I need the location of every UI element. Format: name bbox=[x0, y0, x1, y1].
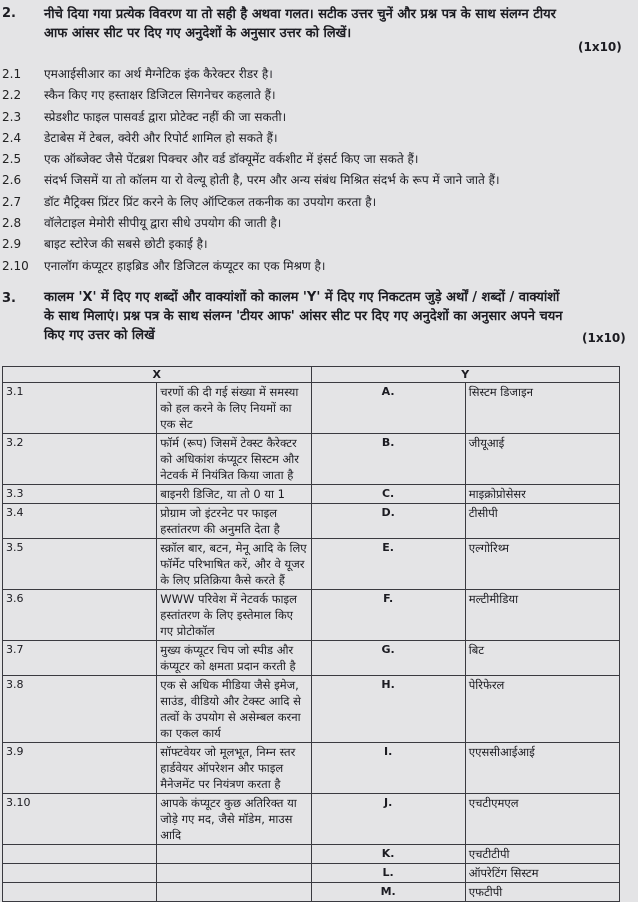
q2-marks: (1x10) bbox=[578, 40, 622, 54]
column-y-letter: G. bbox=[311, 641, 465, 676]
statement-item bbox=[0, 192, 638, 213]
statement-text: संदर्भ जिसमें या तो कॉलम या रो वेल्यू होती है, परम और अन्य संबंध मिश्रित संदर्भ के रूप में जाने जाते हैं। bbox=[44, 173, 500, 188]
q3-heading-line2: के साथ मिलाएं। प्रश्न पत्र के साथ संलग्न 'टीयर आफ' आंसर सीट पर दिए गए अनुदेशों का अनुसार अपने चयन bbox=[44, 309, 563, 324]
table-row bbox=[3, 485, 620, 504]
column-x-text bbox=[157, 864, 311, 883]
column-y-text: ऑपरेटिंग सिस्टम bbox=[465, 864, 619, 883]
statement-text: वॉलेटाइल मेमोरी सीपीयू द्वारा सीधे उपयोग की जाती है। bbox=[44, 216, 282, 231]
q2-heading bbox=[44, 5, 634, 43]
row-number: 3.6 bbox=[3, 590, 157, 641]
column-y-header: Y bbox=[311, 367, 620, 383]
statement-text: डॉट मैट्रिक्स प्रिंटर प्रिंट करने के लिए ऑप्टिकल तकनीक का उपयोग करता है। bbox=[44, 194, 377, 209]
statement-item bbox=[0, 107, 638, 128]
table-row bbox=[3, 383, 620, 434]
column-y-letter: I. bbox=[311, 743, 465, 794]
q3-marks: (1x10) bbox=[582, 331, 626, 345]
statement-item bbox=[0, 170, 638, 191]
row-number: 3.3 bbox=[3, 485, 157, 504]
statement-text: एक ऑब्जेक्ट जैसे पेंटब्रश पिक्चर और वर्ड डॉक्यूमेंट वर्कशीट में इंसर्ट किए जा सकते हैं। bbox=[44, 152, 419, 167]
statement-item bbox=[0, 64, 638, 85]
table-row bbox=[3, 845, 620, 864]
table-row bbox=[3, 676, 620, 743]
column-y-text: एचटीएमएल bbox=[465, 794, 619, 845]
column-y-text: सिस्टम डिजाइन bbox=[465, 383, 619, 434]
statement-item bbox=[0, 213, 638, 234]
statement-item bbox=[0, 128, 638, 149]
table-header-row bbox=[3, 367, 620, 383]
column-x-text bbox=[157, 883, 311, 902]
column-y-text: पेरिफेरल bbox=[465, 676, 619, 743]
row-number: 3.5 bbox=[3, 539, 157, 590]
column-y-letter: A. bbox=[311, 383, 465, 434]
column-x-text: फॉर्म (रूप) जिसमें टेक्स्ट कैरेक्टर को अधिकांश कंप्यूटर सिस्टम और नेटवर्क में नियंत्रित किया जाता है bbox=[157, 434, 311, 485]
statement-item bbox=[0, 234, 638, 255]
statement-item bbox=[0, 85, 638, 106]
column-y-text: एल्गोरिथ्म bbox=[465, 539, 619, 590]
statement-text: डेटाबेस में टेबल, क्वेरी और रिपोर्ट शामिल हो सकते हैं। bbox=[44, 130, 278, 145]
column-y-text: एएससीआईआई bbox=[465, 743, 619, 794]
statement-text: स्कैन किए गए हस्ताक्षर डिजिटल सिगनेचर कहलाते हैं। bbox=[44, 88, 276, 103]
column-y-letter: D. bbox=[311, 504, 465, 539]
column-x-header: X bbox=[3, 367, 312, 383]
table-row bbox=[3, 590, 620, 641]
column-y-letter: L. bbox=[311, 864, 465, 883]
column-y-text: जीयूआई bbox=[465, 434, 619, 485]
column-x-text: आपके कंप्यूटर कुछ अतिरिक्त या जोड़े गए मद, जैसे मॉडेम, माउस आदि bbox=[157, 794, 311, 845]
column-x-text: मुख्य कंप्यूटर चिप जो स्पीड और कंप्यूटर को क्षमता प्रदान करती है bbox=[157, 641, 311, 676]
table-row bbox=[3, 641, 620, 676]
statement-text: स्प्रेडशीट फाइल पासवर्ड द्वारा प्रोटेक्ट नहीं की जा सकती। bbox=[44, 109, 287, 124]
statement-item bbox=[0, 149, 638, 170]
column-y-text: एचटीटीपी bbox=[465, 845, 619, 864]
column-x-text: स्क्रॉल बार, बटन, मेनू आदि के लिए फॉर्मेट परिभाषित करें, और वे यूजर के लिए प्रतिक्रिया कैसे करते हैं bbox=[157, 539, 311, 590]
column-x-text: बाइनरी डिजिट, या तो 0 या 1 bbox=[157, 485, 311, 504]
column-y-letter: M. bbox=[311, 883, 465, 902]
statement-text: एनालॉग कंप्यूटर हाइब्रिड और डिजिटल कंप्यूटर का एक मिश्रण है। bbox=[44, 258, 326, 273]
q2-heading-line1: नीचे दिया गया प्रत्येक विवरण या तो सही है अथवा गलत। सटीक उत्तर चुनें और प्रश्न पत्र के साथ संलग्न टीयर bbox=[44, 7, 556, 22]
column-y-letter: C. bbox=[311, 485, 465, 504]
column-y-letter: H. bbox=[311, 676, 465, 743]
statement-item bbox=[0, 256, 638, 277]
table-row bbox=[3, 864, 620, 883]
column-x-text: एक से अधिक मीडिया जैसे इमेज, साउंड, वीडियो और टेक्स्ट आदि से तत्वों के उपयोग से असेम्बल करना का एकल कार्य bbox=[157, 676, 311, 743]
column-y-letter: B. bbox=[311, 434, 465, 485]
statement-number: 2.6 bbox=[2, 173, 22, 188]
statement-number: 2.3 bbox=[2, 109, 22, 124]
column-y-letter: E. bbox=[311, 539, 465, 590]
statement-number: 2.9 bbox=[2, 237, 22, 252]
row-number: 3.4 bbox=[3, 504, 157, 539]
column-y-letter: K. bbox=[311, 845, 465, 864]
matching-table-body bbox=[3, 383, 620, 902]
q3-heading-line3: किए गए उत्तर को लिखें bbox=[44, 328, 155, 343]
statement-number: 2.5 bbox=[2, 152, 22, 167]
q2-heading-line2: आफ आंसर सीट पर दिए गए अनुदेशों के अनुसार उत्तर को लिखें। bbox=[44, 26, 352, 41]
statement-number: 2.7 bbox=[2, 194, 22, 209]
table-row bbox=[3, 539, 620, 590]
column-y-letter: J. bbox=[311, 794, 465, 845]
q3-heading bbox=[44, 288, 634, 345]
q3-heading-line1: कालम 'X' में दिए गए शब्दों और वाक्यांशों को कालम 'Y' में दिए गए निकटतम जुड़े अर्थों / शब्दों / वाक्यांशों bbox=[44, 290, 560, 305]
column-x-text bbox=[157, 845, 311, 864]
row-number: 3.10 bbox=[3, 794, 157, 845]
row-number bbox=[3, 845, 157, 864]
table-row bbox=[3, 504, 620, 539]
q3-number: 3. bbox=[2, 291, 16, 306]
column-x-text: चरणों की दी गई संख्या में समस्या को हल करने के लिए नियमों का एक सेट bbox=[157, 383, 311, 434]
statement-number: 2.2 bbox=[2, 88, 22, 103]
statement-text: एमआईसीआर का अर्थ मैग्नेटिक इंक कैरेक्टर रीडर है। bbox=[44, 67, 273, 81]
row-number bbox=[3, 864, 157, 883]
row-number: 3.9 bbox=[3, 743, 157, 794]
column-y-text: टीसीपी bbox=[465, 504, 619, 539]
statement-number: 2.1 bbox=[2, 67, 22, 81]
column-y-letter: F. bbox=[311, 590, 465, 641]
column-y-text: माइक्रोप्रोसेसर bbox=[465, 485, 619, 504]
statement-number: 2.10 bbox=[2, 258, 29, 273]
row-number bbox=[3, 883, 157, 902]
column-x-text: प्रोग्राम जो इंटरनेट पर फाइल हस्तांतरण की अनुमति देता है bbox=[157, 504, 311, 539]
row-number: 3.7 bbox=[3, 641, 157, 676]
row-number: 3.1 bbox=[3, 383, 157, 434]
q2-items-list bbox=[0, 64, 638, 277]
column-x-text: WWW परिवेश में नेटवर्क फाइल हस्तांतरण के लिए इस्तेमाल किए गए प्रोटोकॉल bbox=[157, 590, 311, 641]
table-row bbox=[3, 743, 620, 794]
column-y-text: एफटीपी bbox=[465, 883, 619, 902]
row-number: 3.8 bbox=[3, 676, 157, 743]
q2-number: 2. bbox=[2, 6, 16, 21]
column-y-text: मल्टीमीडिया bbox=[465, 590, 619, 641]
column-x-text: सॉफ्टवेयर जो मूलभूत, निम्न स्तर हार्डवेयर ऑपरेशन और फाइल मैनेजमेंट पर नियंत्रण करता है bbox=[157, 743, 311, 794]
statement-number: 2.4 bbox=[2, 130, 22, 145]
table-row bbox=[3, 883, 620, 902]
statement-text: बाइट स्टोरेज की सबसे छोटी इकाई है। bbox=[44, 237, 208, 252]
row-number: 3.2 bbox=[3, 434, 157, 485]
table-row bbox=[3, 794, 620, 845]
column-y-text: बिट bbox=[465, 641, 619, 676]
matching-table bbox=[2, 366, 620, 902]
table-row bbox=[3, 434, 620, 485]
statement-number: 2.8 bbox=[2, 216, 22, 231]
